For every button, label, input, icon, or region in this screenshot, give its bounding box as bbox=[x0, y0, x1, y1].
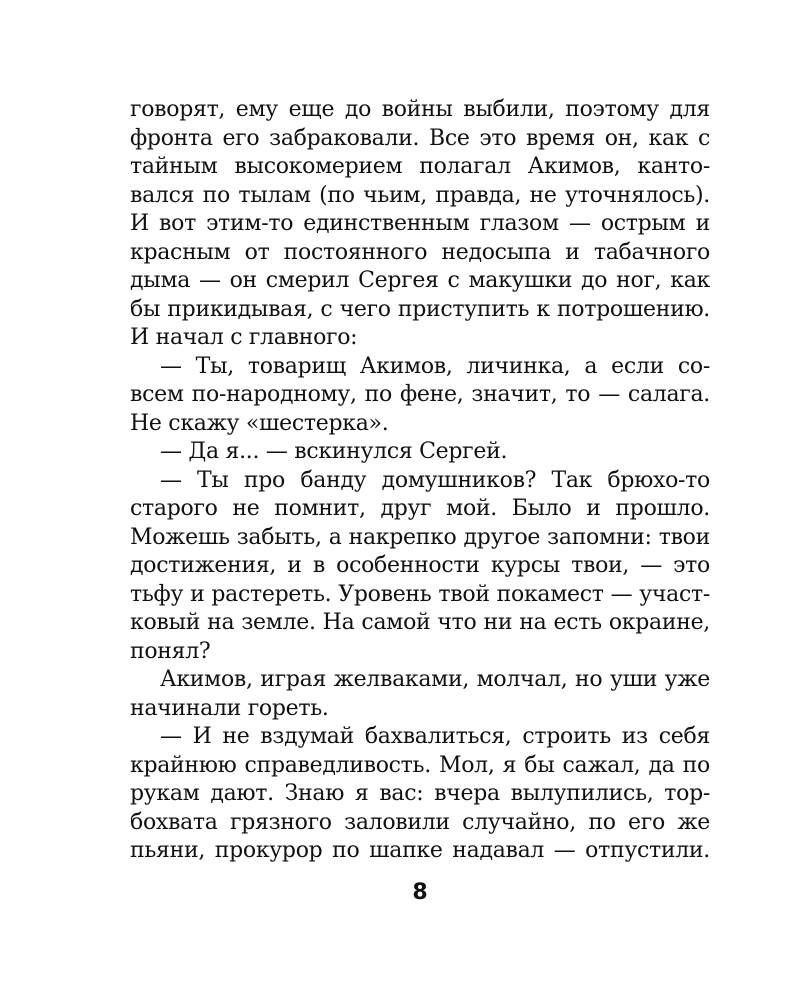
text-line: дыма — он смерил Сергея с макушки до ног, как bbox=[130, 268, 710, 293]
text-line: — Да я... — вскинулся Сергей. bbox=[160, 439, 508, 464]
text-line: начинали гореть. bbox=[130, 695, 329, 721]
text-line: Не скажу «шестерка». bbox=[130, 410, 389, 436]
text-line: Можешь забыть, а накрепко другое запомни: твои bbox=[130, 524, 710, 550]
text-line: — И не вздумай бахвалиться, строить из себя bbox=[160, 724, 710, 749]
text-line: — Ты про банду домушников? Так брюхо-то bbox=[160, 467, 710, 493]
text-line: — Ты, товарищ Акимов, личинка, а если со- bbox=[160, 353, 710, 379]
text-line: И вот этим-то единственным глазом — острым и bbox=[130, 211, 710, 236]
text-line: понял? bbox=[130, 638, 211, 664]
text-line: красным от постоянного недосыпа и табачного bbox=[130, 239, 710, 265]
text-line: фронта его забраковали. Все это время он, как с bbox=[130, 125, 710, 151]
text-line: достижения, и в особенности курсы твои, — это bbox=[130, 553, 710, 578]
text-line: Акимов, играя желваками, молчал, но уши уже bbox=[160, 667, 710, 692]
text-line: ковый на земле. На самой что ни на есть окраине, bbox=[130, 610, 710, 635]
page-number: 8 bbox=[412, 880, 428, 905]
text-line: бохвата грязного заловили случайно, по его же bbox=[130, 809, 710, 835]
text-line: тайным высокомерием полагал Акимов, канто- bbox=[130, 154, 710, 179]
page-text bbox=[130, 96, 710, 866]
text-line: пьяни, прокурор по шапке надавал — отпустили. bbox=[130, 838, 710, 863]
text-line: говорят, ему еще до войны выбили, поэтому для bbox=[130, 97, 710, 122]
text-line: рукам дают. Знаю я вас: вчера вылупились, тор- bbox=[130, 781, 710, 806]
text-line: старого не помнит, друг мой. Было и прошло. bbox=[130, 496, 710, 521]
text-line: бы прикидывая, с чего приступить к потрошению. bbox=[130, 296, 710, 322]
text-line: тьфу и растереть. Уровень твой покамест — участ- bbox=[130, 581, 710, 607]
text-line: вался по тылам (по чьим, правда, не уточнялось). bbox=[130, 182, 710, 208]
text-line: И начал с главного: bbox=[130, 325, 358, 350]
text-line: всем по-народному, по фене, значит, то — салага. bbox=[130, 382, 710, 407]
text-line: крайнюю справедливость. Мол, я бы сажал, да по bbox=[130, 752, 710, 778]
